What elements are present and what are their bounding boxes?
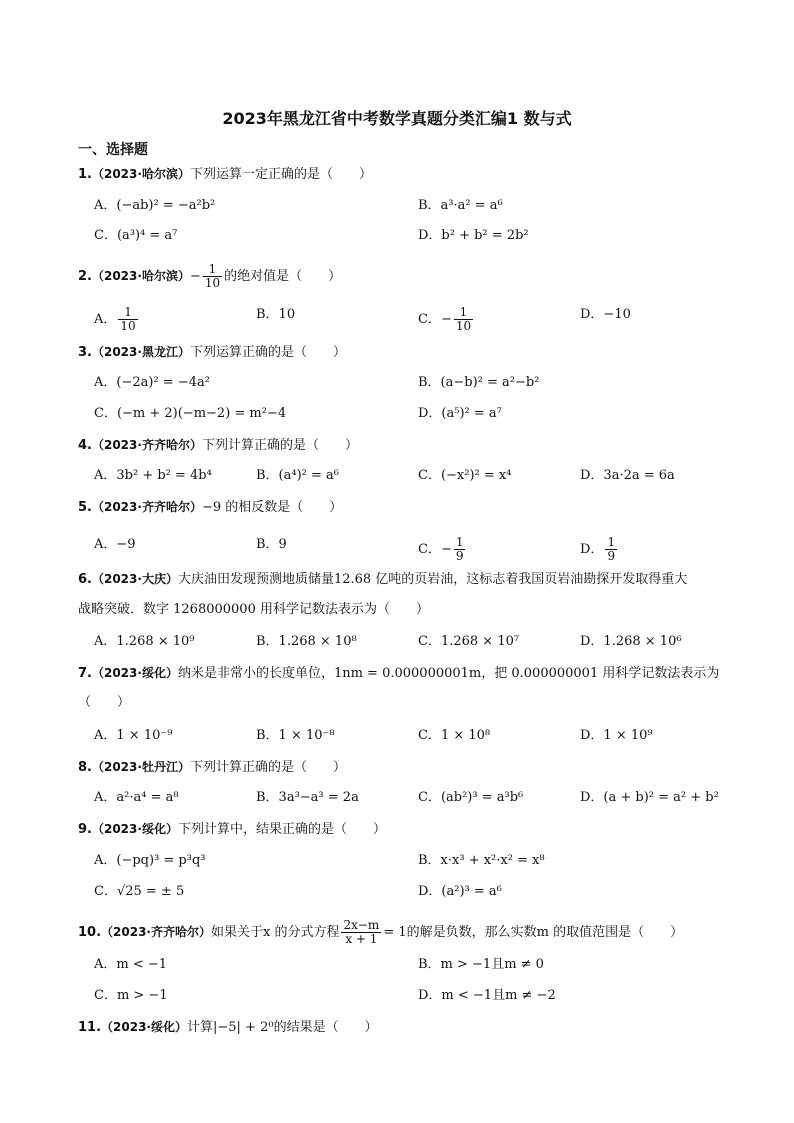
option-a: A．(−pq)³ = p³q³: [94, 853, 206, 868]
fraction-denominator: 9: [455, 549, 464, 563]
fraction-denominator: x + 1: [345, 932, 378, 946]
fraction-denominator: 10: [120, 319, 136, 333]
option-b: B．m > −1且m ≠ 0: [418, 957, 544, 972]
question-number: 1.: [78, 167, 92, 182]
question-number: 6.: [78, 572, 92, 587]
question-4: [78, 436, 358, 455]
question-2: [78, 263, 341, 290]
question-stem: −9 的相反数是（ ）: [201, 500, 343, 515]
option-c: C．(a³)⁴ = a⁷: [94, 228, 178, 243]
fraction-numerator: 2x−m: [343, 918, 380, 932]
page-title: 2023年黑龙江省中考数学真题分类汇编1 数与式: [222, 109, 572, 128]
option-b: B．(a−b)² = a²−b²: [418, 375, 540, 390]
question-source: （2023·大庆）: [91, 572, 178, 586]
option-label: D．: [580, 542, 604, 557]
question-stem: 下列计算正确的是（ ）: [189, 760, 346, 775]
option-c: C．√25 = ± 5: [94, 884, 185, 899]
option-fraction: [454, 536, 466, 563]
question-3: [78, 343, 346, 362]
question-8: [78, 758, 346, 777]
question-source: （2023·黑龙江）: [91, 345, 190, 359]
question-source: （2023·齐齐哈尔）: [91, 438, 202, 452]
option-d: D．m < −1且m ≠ −2: [418, 988, 556, 1003]
question-stem: 下列运算一定正确的是（ ）: [189, 167, 372, 182]
question-number: 7.: [78, 666, 92, 681]
fraction-numerator: 1: [203, 263, 222, 277]
question-stem: 纳米是非常小的长度单位，1nm = 0.000000001m，把 0.000000001 用科学记数法表示为: [177, 666, 720, 681]
option-d: D．3a·2a = 6a: [580, 468, 675, 483]
option-fraction: [118, 306, 137, 333]
question-number: 4.: [78, 438, 92, 453]
stem-fraction: [341, 919, 381, 946]
question-number: 2.: [78, 269, 92, 284]
option-d: D．1 × 10⁹: [580, 728, 653, 743]
option-fraction: [605, 536, 617, 563]
option-d: D．−10: [580, 307, 631, 322]
option-a: A．a²·a⁴ = a⁸: [94, 790, 179, 805]
option-b: B．(a⁴)² = a⁶: [256, 468, 339, 483]
option-a: A．(−ab)² = −a²b²: [94, 198, 216, 213]
question-source: （2023·牡丹江）: [91, 760, 190, 774]
option-c: C．1 × 10⁸: [418, 728, 491, 743]
question-source: （2023·绥化）: [91, 822, 178, 836]
option-c: C．(ab²)³ = a³b⁶: [418, 790, 524, 805]
option-label: C．−: [418, 542, 452, 557]
fraction-denominator: 9: [607, 549, 616, 563]
question-stem-prefix: 如果关于x 的分式方程: [211, 925, 340, 940]
option-d: D．(a⁵)² = a⁷: [418, 406, 502, 421]
option-b: B．10: [256, 307, 296, 322]
fraction-denominator: 10: [204, 276, 221, 290]
option-a: A．−9: [94, 537, 136, 552]
question-number: 8.: [78, 760, 92, 775]
question-6: [78, 570, 687, 589]
option-d: D．b² + b² = 2b²: [418, 228, 529, 243]
fraction-numerator: 1: [118, 306, 137, 320]
option-a: A．m < −1: [94, 957, 168, 972]
question-stem: 的绝对值是（ ）: [224, 269, 342, 284]
fraction-numerator: 1: [607, 535, 616, 549]
question-stem: 计算|−5| + 2⁰的结果是（ ）: [187, 1020, 378, 1035]
option-a: A．3b² + b² = 4b⁴: [94, 468, 212, 483]
option-fraction: [454, 306, 473, 333]
question-number: 5.: [78, 500, 92, 515]
question-9: [78, 820, 386, 839]
option-d: D．(a + b)² = a² + b²: [580, 790, 719, 805]
question-source: （2023·绥化）: [101, 1020, 187, 1034]
fraction-denominator: 10: [455, 319, 472, 333]
option-b: B．a³·a² = a⁶: [418, 198, 503, 213]
question-number: 9.: [78, 822, 92, 837]
option-c: C．(−x²)² = x⁴: [418, 468, 512, 483]
question-source: （2023·哈尔滨）: [91, 269, 190, 283]
option-c: [418, 306, 475, 333]
option-d: D．(a²)³ = a⁶: [418, 884, 502, 899]
option-a: A．(−2a)² = −4a²: [94, 375, 210, 390]
option-b: B．3a³−a³ = 2a: [256, 790, 359, 805]
option-a: A．1 × 10⁻⁹: [94, 728, 173, 743]
question-1: [78, 165, 372, 184]
option-a: [94, 306, 140, 333]
question-stem: 下列运算正确的是（ ）: [189, 345, 346, 360]
option-b: B．1 × 10⁻⁸: [256, 728, 335, 743]
option-a: A．1.268 × 10⁹: [94, 634, 195, 649]
question-7: [78, 664, 719, 683]
option-c: [418, 536, 467, 563]
question-stem-prefix: −: [189, 269, 201, 284]
question-source: （2023·绥化）: [91, 666, 178, 680]
option-d: [580, 536, 619, 563]
question-stem: = 1的解是负数，那么实数m 的取值范围是（ ）: [383, 925, 684, 940]
question-source: （2023·齐齐哈尔）: [101, 925, 211, 939]
option-c: C．(−m + 2)(−m−2) = m²−4: [94, 406, 287, 421]
option-c: C．m > −1: [94, 988, 168, 1003]
question-source: （2023·哈尔滨）: [91, 167, 190, 181]
question-stem: 大庆油田发现预测地质储量12.68 亿吨的页岩油，这标志着我国页岩油勘探开发取得重大: [177, 572, 688, 587]
question-6-line-2: 战略突破．数字 1268000000 用科学记数法表示为（ ）: [78, 602, 429, 617]
question-7-line-2: （ ）: [78, 695, 131, 710]
option-d: D．1.268 × 10⁶: [580, 634, 682, 649]
question-stem: 下列计算中，结果正确的是（ ）: [177, 822, 386, 837]
option-b: B．1.268 × 10⁸: [256, 634, 357, 649]
question-number: 3.: [78, 345, 92, 360]
question-10: [78, 919, 683, 946]
option-label: A．: [94, 312, 117, 327]
question-number: 10.: [78, 925, 102, 940]
question-number: 11.: [78, 1020, 102, 1035]
question-stem: 下列计算正确的是（ ）: [201, 438, 358, 453]
fraction-numerator: 1: [454, 306, 473, 320]
section-heading: 一、选择题: [78, 142, 148, 158]
question-5: [78, 498, 342, 517]
option-b: B．9: [256, 537, 287, 552]
question-11: [78, 1018, 378, 1037]
option-c: C．1.268 × 10⁷: [418, 634, 520, 649]
option-label: C．−: [418, 312, 452, 327]
question-source: （2023·齐齐哈尔）: [91, 500, 202, 514]
option-b: B．x·x³ + x²·x² = x⁸: [418, 853, 545, 868]
fraction-numerator: 1: [455, 535, 464, 549]
stem-fraction: [203, 263, 222, 290]
